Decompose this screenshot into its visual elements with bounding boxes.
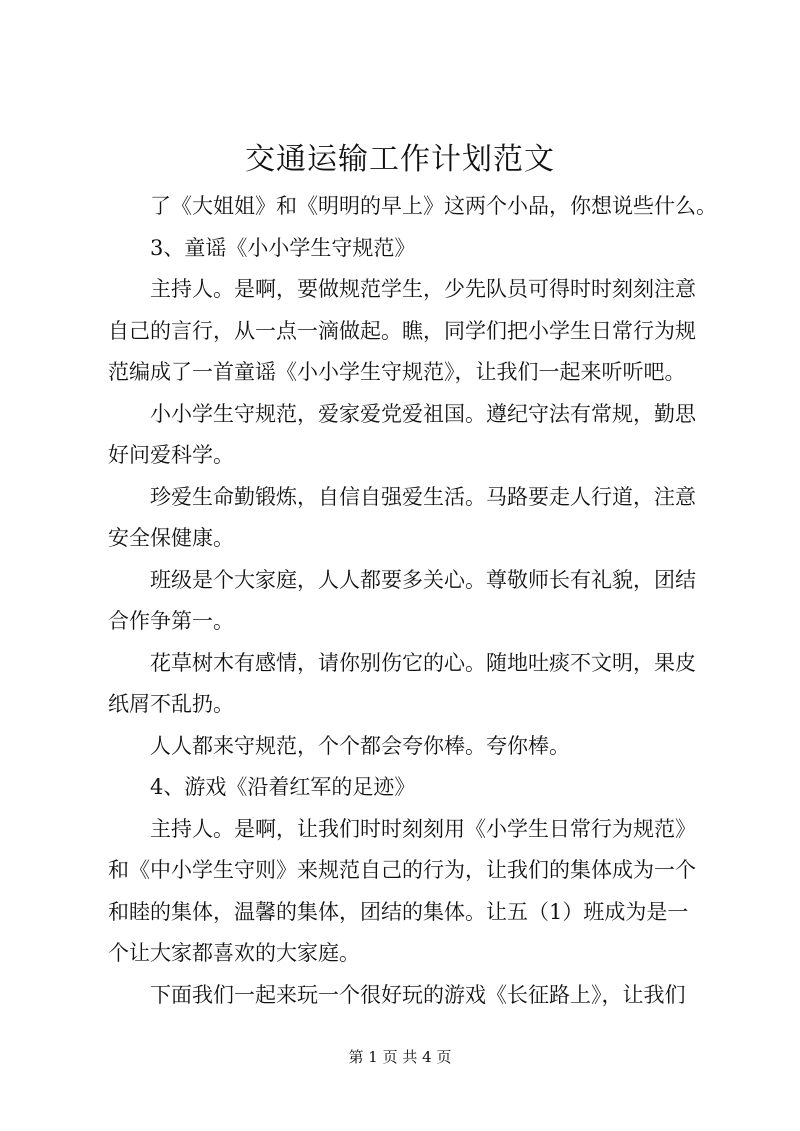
body-line: 好问爱科学。 bbox=[108, 443, 234, 467]
body-line: 下面我们一起来玩一个很好玩的游戏《长征路上》，让我们 bbox=[150, 982, 686, 1007]
body-line: 珍爱生命勤锻炼，自信自强爱生活。马路要走人行道，注意 bbox=[150, 484, 696, 509]
body-line: 班级是个大家庭，人人都要多关心。尊敬师长有礼貌，团结 bbox=[150, 567, 696, 592]
document-title: 交通运输工作计划范文 bbox=[245, 142, 555, 177]
body-line: 小小学生守规范，爱家爱党爱祖国。遵纪守法有常规，勤思 bbox=[150, 401, 696, 426]
body-line: 纸屑不乱扔。 bbox=[108, 692, 234, 716]
body-line: 了《大姐姐》和《明明的早上》这两个小品，你想说些什么。 bbox=[150, 194, 717, 218]
body-line: 合作争第一。 bbox=[108, 609, 234, 633]
page-number: 第 1 页 共 4 页 bbox=[348, 1048, 452, 1066]
body-line: 和睦的集体，温馨的集体，团结的集体。让五（1）班成为是一 bbox=[108, 899, 689, 924]
body-line: 安全保健康。 bbox=[108, 526, 234, 550]
document-body bbox=[108, 186, 717, 1016]
body-line: 和《中小学生守则》来规范自己的行为，让我们的集体成为一个 bbox=[108, 858, 696, 882]
body-line: 个让大家都喜欢的大家庭。 bbox=[108, 941, 360, 965]
section-heading: 4、游戏《沿着红军的足迹》 bbox=[150, 775, 416, 799]
body-line: 范编成了一首童谣《小小学生守规范》，让我们一起来听听吧。 bbox=[108, 360, 686, 384]
page-footer bbox=[0, 1047, 800, 1067]
body-line: 花草树木有感情，请你别伤它的心。随地吐痰不文明，果皮 bbox=[150, 650, 696, 675]
body-line: 自己的言行，从一点一滴做起。瞧，同学们把小学生日常行为规 bbox=[108, 318, 696, 343]
section-heading: 3、童谣《小小学生守规范》 bbox=[150, 235, 416, 260]
body-line: 人人都来守规范，个个都会夸你棒。夸你棒。 bbox=[150, 733, 570, 758]
body-line: 主持人。是啊，要做规范学生，少先队员可得时时刻刻注意 bbox=[150, 277, 696, 301]
body-line: 主持人。是啊，让我们时时刻刻用《小学生日常行为规范》 bbox=[150, 816, 696, 841]
